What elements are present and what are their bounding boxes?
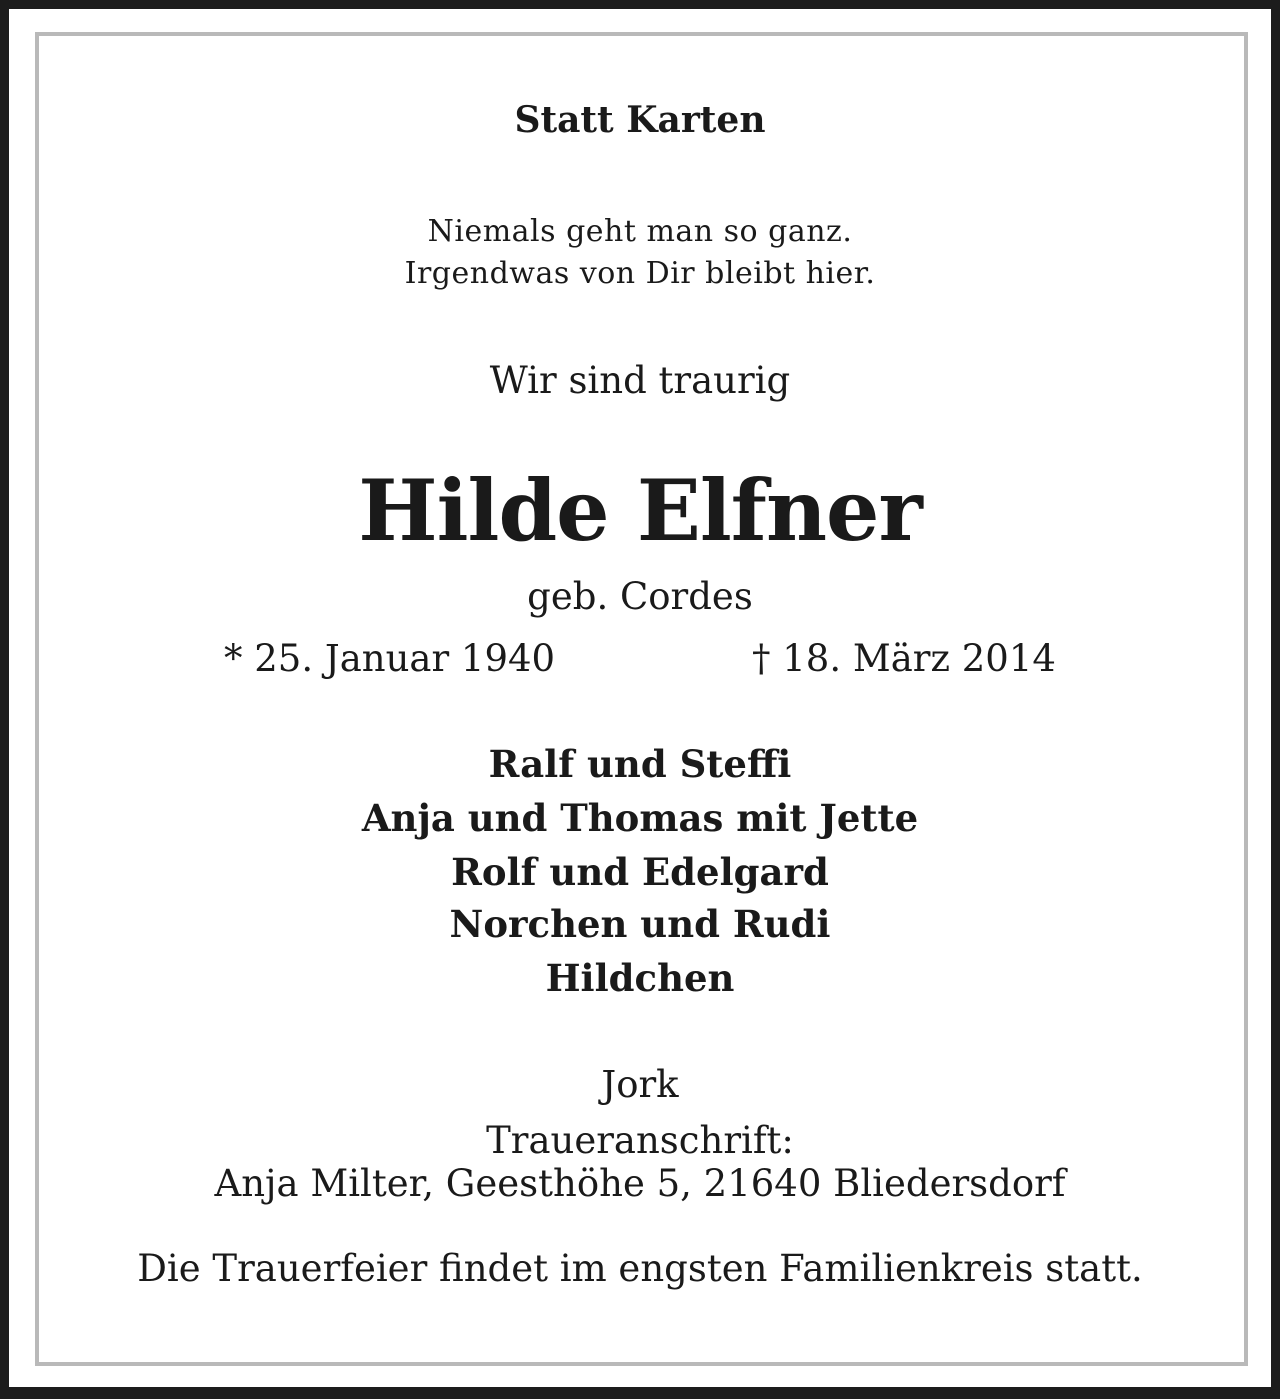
deceased-name: Hilde Elfner	[358, 461, 922, 560]
survivor-name: Ralf und Steffi	[488, 742, 792, 786]
quote-line-1: Niemals geht man so ganz.	[427, 214, 853, 249]
address-label: Traueranschrift:	[486, 1119, 794, 1162]
maiden-name: geb. Cordes	[527, 575, 753, 618]
survivor-name: Hildchen	[545, 956, 735, 1000]
quote-line-2: Irgendwas von Dir bleibt hier.	[404, 256, 876, 291]
survivor-name: Rolf und Edelgard	[451, 850, 829, 894]
notice-header: Statt Karten	[514, 99, 766, 141]
survivor-name: Anja und Thomas mit Jette	[361, 796, 919, 840]
birth-date: * 25. Januar 1940	[224, 637, 556, 680]
intro-text: Wir sind traurig	[489, 359, 791, 402]
ceremony-note: Die Trauerfeier findet im engsten Familienkreis statt.	[137, 1247, 1143, 1290]
death-date: † 18. März 2014	[752, 637, 1056, 680]
survivor-name: Norchen und Rudi	[449, 902, 831, 946]
place-name: Jork	[601, 1063, 679, 1106]
mourning-address: Anja Milter, Geesthöhe 5, 21640 Bliedersdorf	[214, 1162, 1066, 1205]
